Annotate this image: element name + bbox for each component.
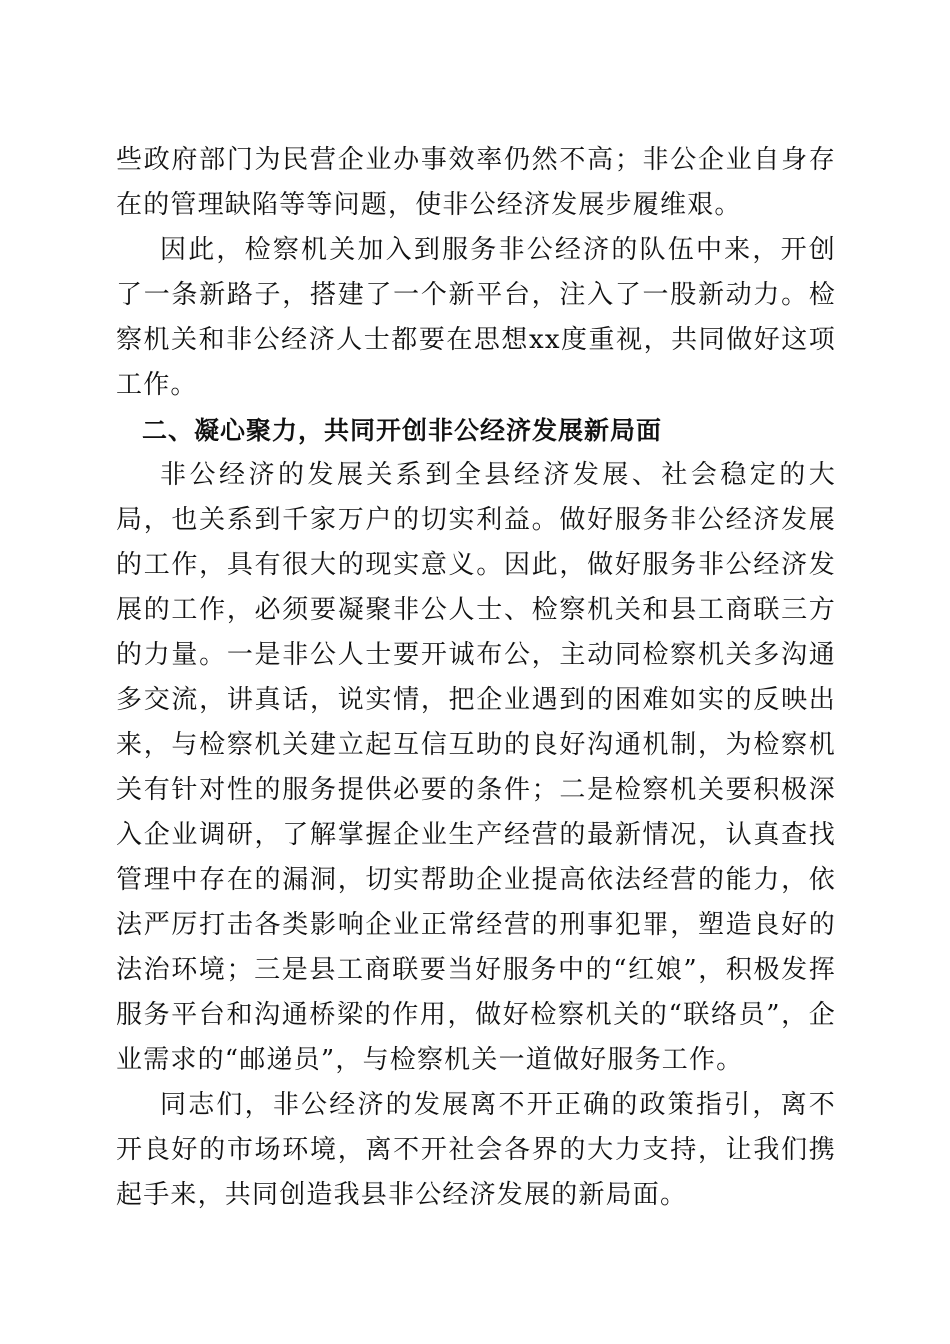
section-heading-2: 二、凝心聚力，共同开创非公经济发展新局面 bbox=[142, 416, 663, 445]
document-body bbox=[116, 138, 836, 1218]
paragraph-continuation: 些政府部门为民营企业办事效率仍然不高；非公企业自身存在的管理缺陷等等问题，使非公经济发展步履维艰。 bbox=[116, 145, 836, 220]
paragraph-closing: 同志们，非公经济的发展离不开正确的政策指引，离不开良好的市场环境，离不开社会各界的大力支持，让我们携起手来，共同创造我县非公经济发展的新局面。 bbox=[116, 1090, 836, 1210]
paragraph-three-parties: 非公经济的发展关系到全县经济发展、社会稳定的大局，也关系到千家万户的切实利益。做好服务非公经济发展的工作，具有很大的现实意义。因此，做好服务非公经济发展的工作，必须要凝聚非公人士、检察机关和县工商联三方的力量。一是非公人士要开诚布公，主动同检察机关多沟通多交流，讲真话，说实情，把企业遇到的困难如实的反映出来，与检察机关建立起互信互助的良好沟通机制，为检察机关有针对性的服务提供必要的条件；二是检察机关要积极深入企业调研，了解掌握企业生产经营的最新情况，认真查找管理中存在的漏洞，切实帮助企业提高依法经营的能力，依法严厉打击各类影响企业正常经营的刑事犯罪，塑造良好的法治环境；三是县工商联要当好服务中的“红娘”，积极发挥服务平台和沟通桥梁的作用，做好检察机关的“联络员”，企业需求的“邮递员”，与检察机关一道做好服务工作。 bbox=[116, 460, 836, 1075]
paragraph-therefore: 因此，检察机关加入到服务非公经济的队伍中来，开创了一条新路子，搭建了一个新平台，注入了一股新动力。检察机关和非公经济人士都要在思想xx度重视，共同做好这项工作。 bbox=[116, 235, 836, 400]
